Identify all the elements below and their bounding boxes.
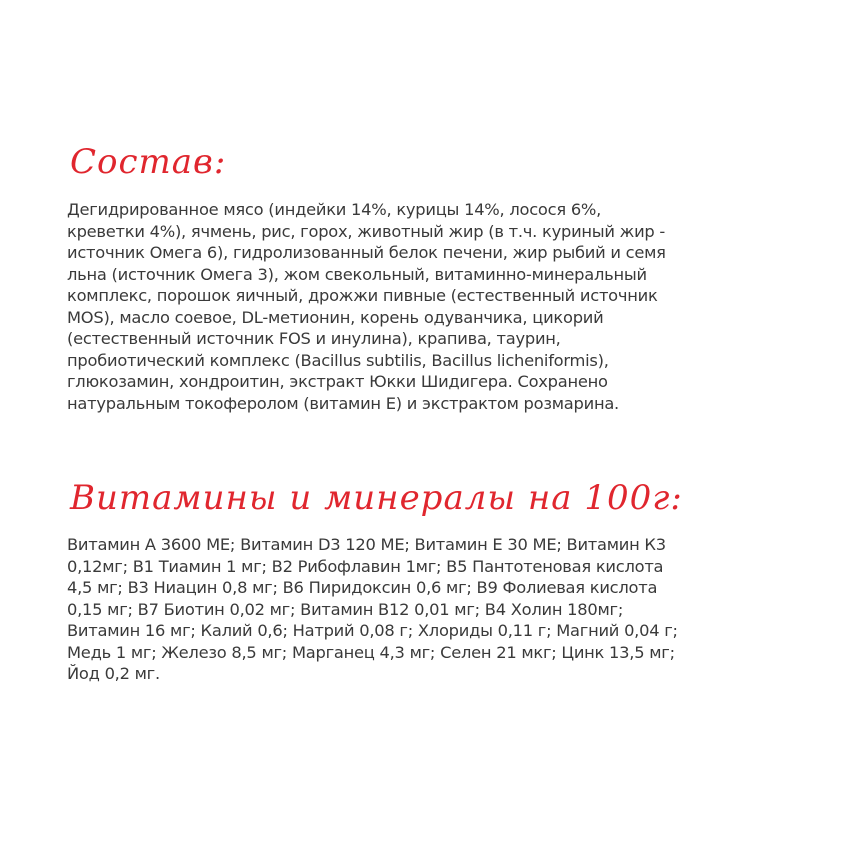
composition-line: натуральным токоферолом (витамин Е) и экстрактом розмарина.: [67, 393, 619, 413]
vitamins-heading: Витамины и минералы на 100г:: [70, 478, 683, 518]
composition-text: [67, 199, 787, 414]
composition-line: комплекс, порошок яичный, дрожжи пивные (естественный источник: [67, 286, 658, 305]
vitamins-line: 4,5 мг; В3 Ниацин 0,8 мг; В6 Пиридоксин 0,6 мг; В9 Фолиевая кислота: [67, 578, 658, 597]
vitamins-line: Витамин А 3600 МЕ; Витамин D3 120 МЕ; Витамин Е 30 МЕ; Витамин К3: [67, 535, 666, 554]
composition-line: пробиотический комплекс (Bacillus subtilis, Bacillus licheniformis),: [67, 350, 609, 370]
vitamins-line: Йод 0,2 мг.: [67, 664, 160, 683]
composition-line: льна (источник Омега 3), жом свекольный, витаминно-минеральный: [67, 264, 647, 284]
composition-line: источник Омега 6), гидролизованный белок печени, жир рыбий и семя: [67, 243, 666, 262]
composition-heading: Состав:: [70, 142, 227, 182]
composition-line: (естественный источник FOS и инулина), крапива, таурин,: [67, 329, 561, 348]
vitamins-line: Медь 1 мг; Железо 8,5 мг; Марганец 4,3 мг; Селен 21 мкг; Цинк 13,5 мг;: [67, 642, 675, 662]
composition-line: Дегидрированное мясо (индейки 14%, курицы 14%, лосося 6%,: [67, 200, 602, 219]
composition-line: MOS), масло соевое, DL-метионин, корень одуванчика, цикорий: [67, 307, 604, 327]
vitamins-line: 0,12мг; В1 Тиамин 1 мг; В2 Рибофлавин 1мг; В5 Пантотеновая кислота: [67, 556, 664, 576]
vitamins-text: [67, 534, 787, 685]
composition-line: креветки 4%), ячмень, рис, горох, животный жир (в т.ч. куриный жир -: [67, 221, 666, 241]
vitamins-line: Витамин 16 мг; Калий 0,6; Натрий 0,08 г; Хлориды 0,11 г; Магний 0,04 г;: [67, 621, 678, 640]
composition-line: глюкозамин, хондроитин, экстракт Юкки Шидигера. Сохранено: [67, 372, 608, 391]
vitamins-line: 0,15 мг; В7 Биотин 0,02 мг; Витамин В12 0,01 мг; В4 Холин 180мг;: [67, 599, 624, 619]
